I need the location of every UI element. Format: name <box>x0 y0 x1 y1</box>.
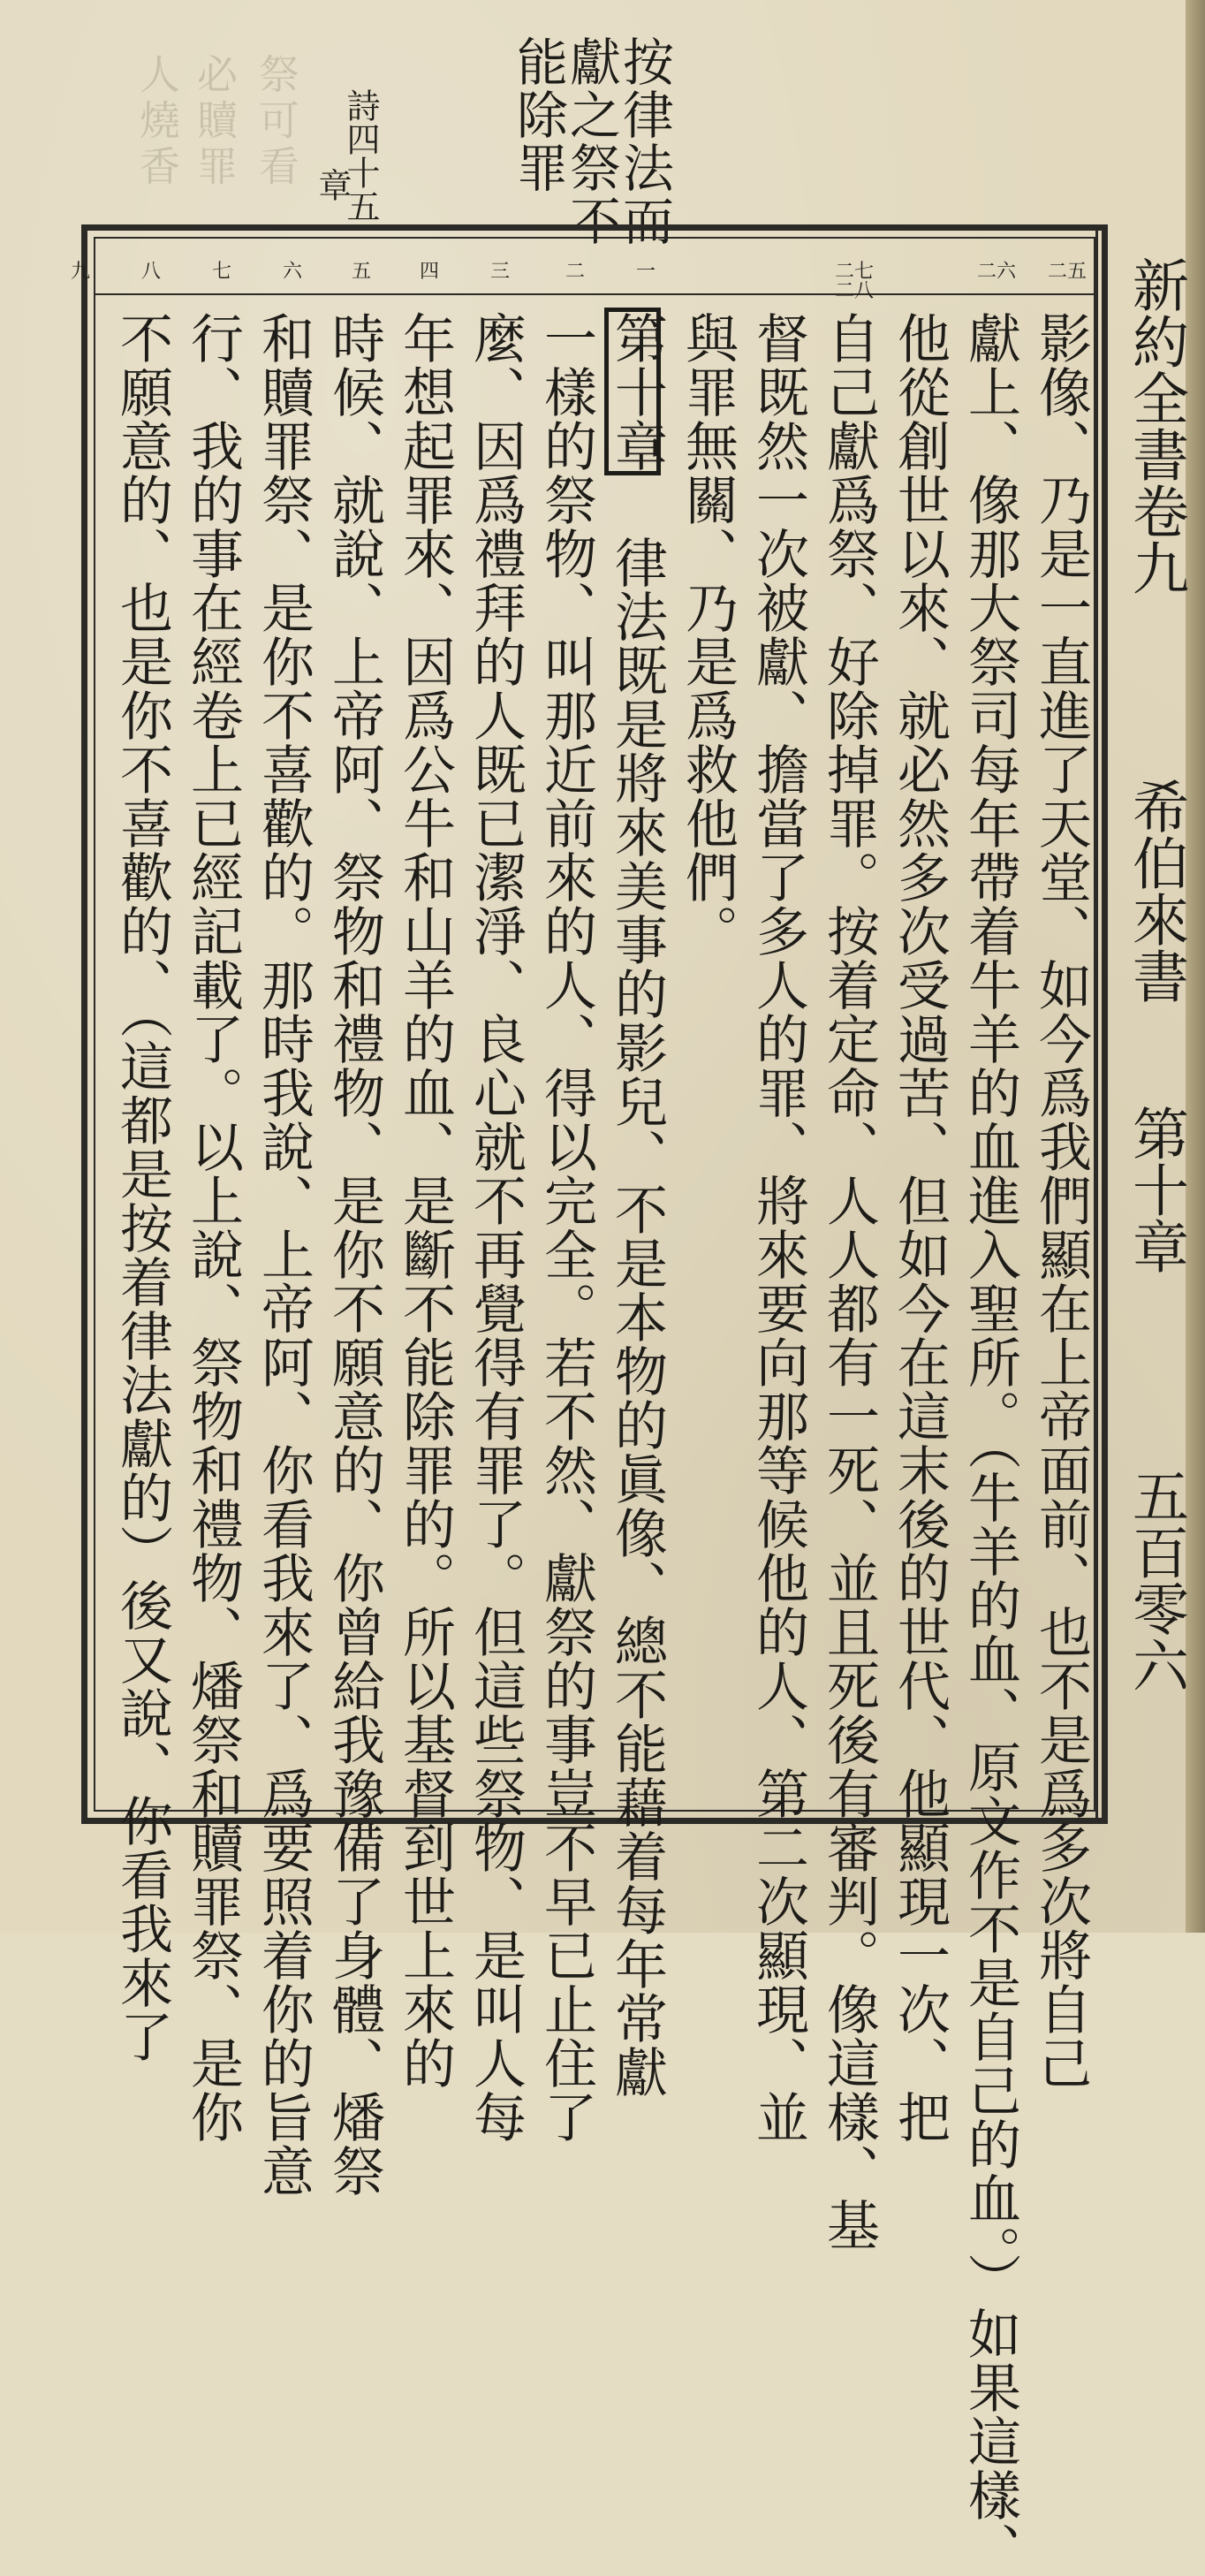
verse-number-rule <box>94 293 1095 295</box>
bleed-through-text: 人燒香 <box>133 53 181 191</box>
header-divider <box>1095 224 1098 1824</box>
verse-number: 二六 <box>977 261 1017 283</box>
text-column: 第十章 律法既是將來美事的影兒、不是本物的眞像、總不能藉着每年常獻 <box>606 311 668 2099</box>
text-column: 與罪無關、乃是爲救他們。 <box>677 311 739 958</box>
verse-number: 四 <box>420 261 440 283</box>
scripture-reference: 章 <box>313 168 352 201</box>
verse-number: 七 <box>212 261 232 283</box>
text-column: 和贖罪祭、是你不喜歡的。那時我說、上帝阿、你看我來了、爲要照着你的旨意 <box>253 311 315 2198</box>
text-column: 行、我的事在經卷上已經記載了。以上說、祭物和禮物、燔祭和贖罪祭、是你 <box>182 311 244 2144</box>
verse-number: 八 <box>141 261 162 283</box>
text-column: 不願意的、也是你不喜歡的、（這都是按着律法獻的）後又說、你看我來了 <box>111 311 173 2063</box>
bleed-through-text: 祭可看 <box>253 53 300 191</box>
text-column: 獻上、像那大祭司每年帶着牛羊的血進入聖所。（牛羊的血、原文作不是自己的血。）如果這樣、 <box>959 311 1021 2576</box>
chapter-marker-box <box>604 308 661 475</box>
text-column: 一樣的祭物、叫那近前來的人、得以完全。若不然、獻祭的事豈不早已止住了 <box>535 311 597 2144</box>
text-column: 時候、就說、上帝阿、祭物和禮物、是你不願意的、你曾給我豫備了身體、燔祭 <box>323 311 385 2198</box>
bleed-through-text: 必贖罪 <box>191 53 239 191</box>
chapter-heading: 第十章 <box>1123 1105 1188 1274</box>
text-column: 督既然一次被獻、擔當了多人的罪、將來要向那等候他的人、第二次顯現、並 <box>747 311 809 2144</box>
text-column: 他從創世以來、就必然多次受過苦、但如今在這末後的世代、他顯現一次、把 <box>889 311 951 2144</box>
margin-note: 獻之祭不 <box>561 35 621 247</box>
margin-note: 按律法而 <box>614 35 674 247</box>
verse-number: 一 <box>636 261 656 283</box>
verse-number: 六 <box>283 261 303 283</box>
page-number: 五百零六 <box>1123 1467 1188 1693</box>
verse-number: 二八 <box>835 280 875 302</box>
margin-note: 能除罪 <box>508 35 568 194</box>
text-column: 影像、乃是一直進了天堂、如今爲我們顯在上帝面前、也不是爲多次將自己 <box>1030 311 1092 2090</box>
text-column: 自己獻爲祭、好除掉罪。按着定命、人人都有一死、並且死後有審判。像這樣、基 <box>818 311 880 2252</box>
verse-number: 二七 <box>835 261 875 283</box>
verse-number: 五 <box>352 261 372 283</box>
verse-number: 九 <box>71 261 91 283</box>
verse-number: 二五 <box>1048 261 1088 283</box>
verse-number: 三 <box>490 261 511 283</box>
text-column: 麼、因爲禮拜的人既已潔淨、良心就不再覺得有罪了。但這些祭物、是叫人每 <box>465 311 527 2144</box>
epistle-title: 希伯來書 <box>1123 778 1188 1004</box>
scripture-reference: 詩四十五 <box>341 88 380 223</box>
verse-number: 二 <box>565 261 586 283</box>
text-column: 年想起罪來、因爲公牛和山羊的血、是斷不能除罪的。所以基督到世上來的 <box>394 311 456 2090</box>
book-title: 新約全書卷九 <box>1123 256 1188 596</box>
